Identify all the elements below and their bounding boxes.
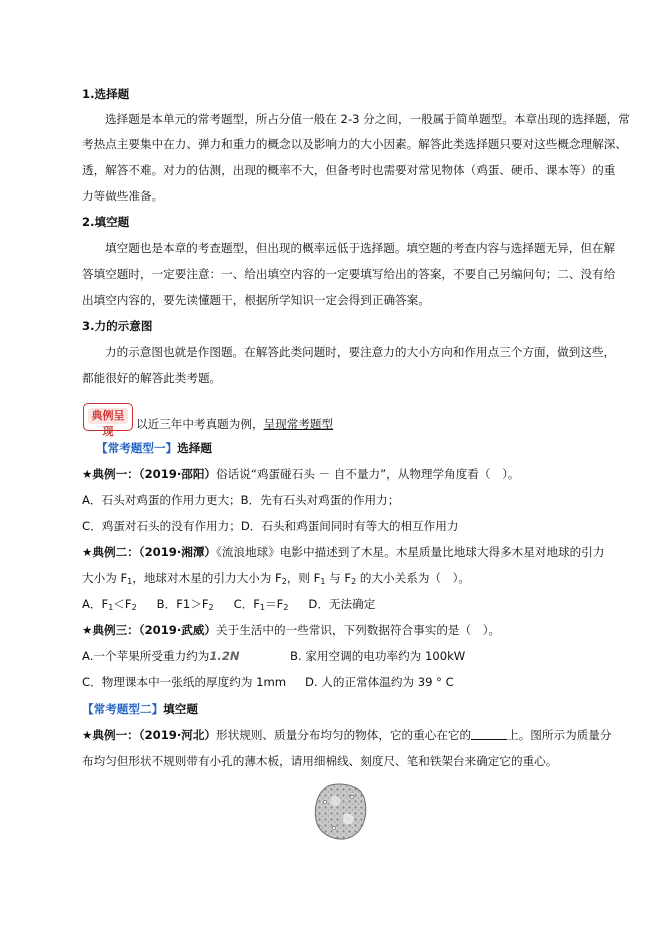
example-3-stem: ★典例三：（2019·武威）关于生活中的一些常识，下列数据符合事实的是（ ）。 <box>82 623 501 637</box>
example-badge-caption: 以近三年中考真题为例，呈现常考题型 <box>136 417 334 431</box>
irregular-board-figure <box>312 782 368 842</box>
example-2-stem-cont: 大小为 $F_1$，地球对木星的引力大小为 $F_2$，则 $F_1$ 与 $F_2$ 的大小关系为（ ）。 <box>82 571 471 586</box>
example-1-options: A．石头对鸡蛋的作用力更大；B．先有石头对鸡蛋的作用力； <box>82 493 400 507</box>
section-3-heading: 3.力的示意图 <box>82 319 153 333</box>
section-1-heading: 1.选择题 <box>82 87 130 101</box>
type-2-example-1-stem: ★典例一：（2019·河北）形状规则、质量分布均匀的物体，它的重心在它的 上。图所示为质量分 <box>82 728 612 742</box>
section-1-line: 考热点主要集中在力、弹力和重力的概念以及影响力的大小因素。解答此类选择题只要对这些概念理解深、 <box>82 137 627 151</box>
section-2-line: 填空题也是本章的考查题型，但出现的概率远低于选择题。填空题的考查内容与选择题无异，但在解 <box>105 241 616 255</box>
section-1-line: 力等做些准备。 <box>82 189 164 203</box>
section-1-line: 透，解答不难。对力的估测，出现的概率不大，但备考时也需要对常见物体（鸡蛋、硬币、课本等）的重 <box>82 163 616 177</box>
example-1-options: C．鸡蛋对石头的没有作用力；D．石头和鸡蛋间同时有等大的相互作用力 <box>82 519 459 533</box>
example-2-stem: ★典例二：（2019·湘潭）《流浪地球》电影中描述到了木星。木星质量比地球大得多木星对地球的引力 <box>82 545 605 559</box>
type-2-example-1-stem-cont: 布均匀但形状不规则带有小孔的薄木板，请用细棉线、刻度尺、笔和铁架台来确定它的重心。 <box>82 754 558 768</box>
example-2-options: A．$F_1<F_2$ B．$F1>F_2$ C．$F_1=F_2$ D．无法确定 <box>82 597 376 612</box>
section-2-heading: 2.填空题 <box>82 215 130 229</box>
answer-blank <box>471 728 507 740</box>
type-1-heading: 【常考题型一】选择题 <box>96 441 212 455</box>
type-2-heading: 【常考题型二】填空题 <box>82 702 198 716</box>
section-3-line: 力的示意图也就是作图题。在解答此类问题时，要注意力的大小方向和作用点三个方面，做到这些， <box>105 345 616 359</box>
example-3-option-b: B. 家用空调的电功率约为 100kW <box>290 649 466 663</box>
section-2-line: 出填空内容的，要先读懂题干，根据所学知识一定会得到正确答案。 <box>82 293 430 307</box>
example-3-options: A.一个苹果所受重力约为1.2N <box>82 649 240 663</box>
example-badge <box>83 403 133 438</box>
example-3-option-c: C．物理课本中一张纸的厚度约为 1mm <box>82 675 287 689</box>
example-badge-label: 典例呈现 <box>88 408 128 424</box>
section-3-line: 都能很好的解答此类考题。 <box>82 371 222 385</box>
example-3-option-d: D. 人的正常体温约为 39 ° C <box>305 675 454 689</box>
section-2-line: 答填空题时，一定要注意：一、给出填空内容的一定要填写给出的答案，不要自己另编问句；二、没有给 <box>82 267 616 281</box>
section-1-line: 选择题是本单元的常考题型，所占分值一般在 2-3 分之间，一般属于简单题型。本章出现的选择题，常 <box>105 112 630 126</box>
example-1-stem: ★典例一：（2019·邵阳）俗话说“鸡蛋碰石头 － 自不量力”，从物理学角度看（ ）。 <box>82 467 520 481</box>
